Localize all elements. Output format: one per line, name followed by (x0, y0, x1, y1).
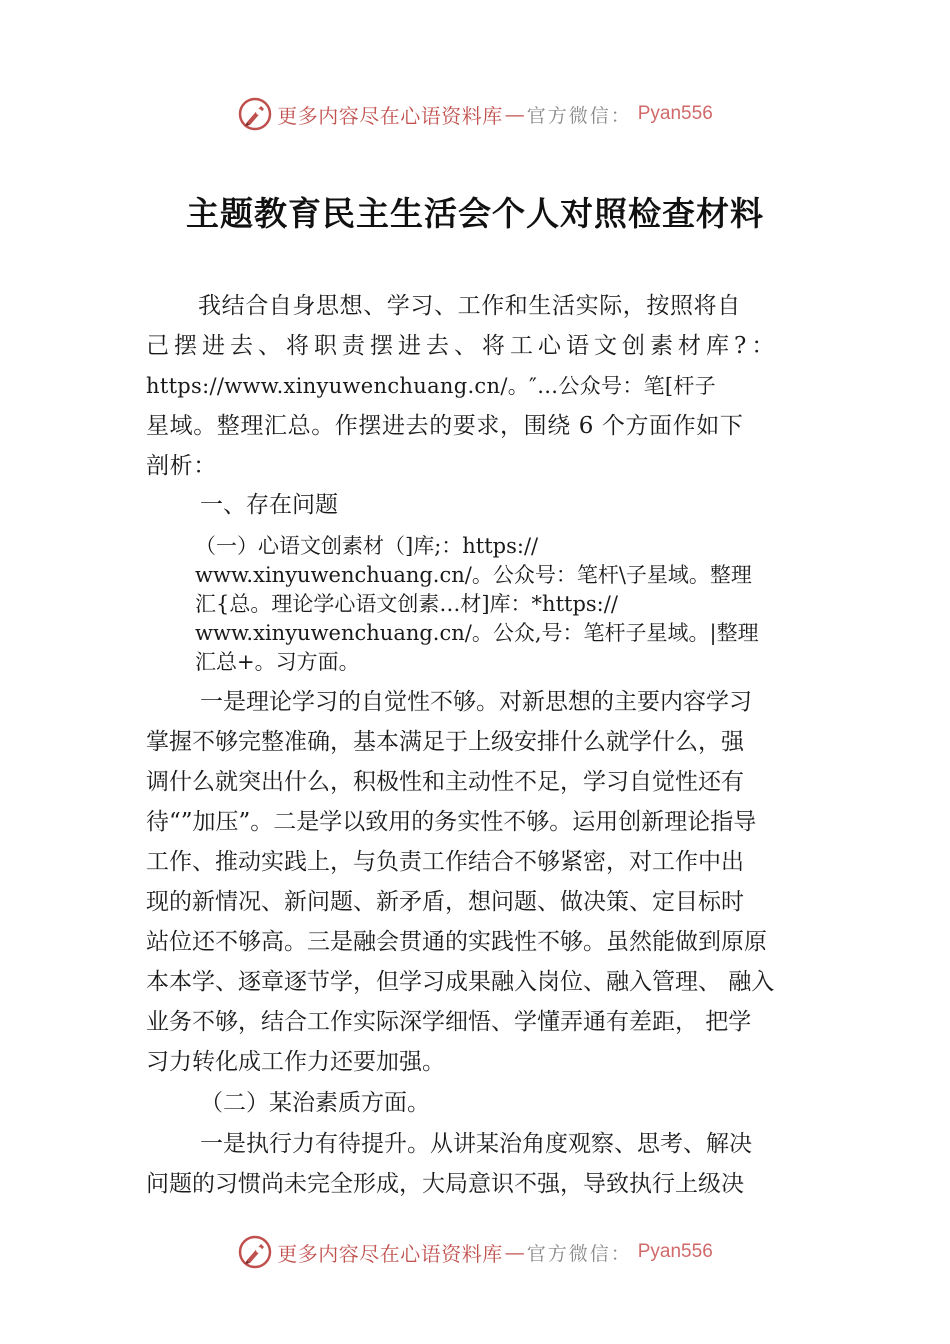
subsection-2-heading: （二）某治素质方面。 (200, 1090, 430, 1116)
banner-separator: — (504, 102, 525, 126)
banner-site-text: 更多内容尽在心语资料库 (277, 103, 503, 128)
document-title: 主题教育民主生活会个人对照检查材料 (186, 194, 764, 233)
banner-wechat-label: 官方微信： (526, 1242, 632, 1265)
banner-separator: — (504, 1240, 525, 1264)
banner-wechat-label: 官方微信： (526, 104, 632, 127)
intro-line: 星域。整理汇总。作摆进去的要求，围绕 6 个方面作如下 (146, 413, 744, 439)
banner-site-text: 更多内容尽在心语资料库 (277, 1241, 503, 1266)
intro-paragraph (146, 286, 826, 486)
body1-line: 工作、推动实践上，与负责工作结合不够紧密，对工作中出 (146, 849, 744, 875)
body-paragraph-2 (146, 1124, 826, 1204)
subsection-1-block (195, 532, 835, 677)
banner-wechat-id: Pyan556 (637, 103, 713, 124)
sub1-line: 汇总+。习方面。 (195, 650, 360, 674)
sub1-line: （一）心语文创素材（]库;：https:// (195, 534, 539, 558)
body1-line: 掌握不够完整准确，基本满足于上级安排什么就学什么，强 (146, 729, 744, 755)
body2-line: 一是执行力有待提升。从讲某治角度观察、思考、解决 (200, 1131, 752, 1157)
footer-banner (0, 1232, 950, 1272)
body1-line: 习力转化成工作力还要加强。 (146, 1049, 445, 1075)
sub1-line: www.xinyuwenchuang.cn/。公众,号：笔杆子星域。|整理 (195, 621, 759, 645)
banner-wechat-id: Pyan556 (637, 1241, 713, 1262)
body1-line: 本本学、逐章逐节学，但学习成果融入岗位、融入管理、 融入 (146, 969, 775, 995)
body-paragraph-1 (146, 682, 826, 1082)
pen-logo-icon (237, 1234, 273, 1270)
sub1-line: www.xinyuwenchuang.cn/。公众号：笔杆\子星域。整理 (195, 563, 752, 587)
body1-line: 一是理论学习的自觉性不够。对新思想的主要内容学习 (200, 689, 752, 715)
sub1-line: 汇{总。理论学心语文创素…材]库：*https:// (195, 592, 618, 616)
section-heading-problems: 一、存在问题 (200, 492, 338, 518)
body1-line: 业务不够，结合工作实际深学细悟、学懂弄通有差距， 把学 (146, 1009, 752, 1035)
body1-line: 待“”加压”。二是学以致用的务实性不够。运用创新理论指导 (146, 809, 757, 835)
pen-logo-icon (237, 96, 273, 132)
body1-line: 现的新情况、新问题、新矛盾，想问题、做决策、定目标时 (146, 889, 744, 915)
header-banner (0, 94, 950, 134)
body1-line: 站位还不够高。三是融会贯通的实践性不够。虽然能做到原原 (146, 929, 767, 955)
intro-line: 剖析： (146, 453, 217, 479)
intro-line: 己摆进去、将职责摆进去、将工心语文创素材库?： (146, 333, 780, 359)
intro-line: https://www.xinyuwenchuang.cn/。″…公众号：笔[杆子 (146, 374, 717, 398)
body1-line: 调什么就突出什么，积极性和主动性不足，学习自觉性还有 (146, 769, 744, 795)
body2-line: 问题的习惯尚未完全形成，大局意识不强，导致执行上级决 (146, 1171, 744, 1197)
intro-line: 我结合自身思想、学习、工作和生活实际，按照将自 (198, 293, 741, 319)
